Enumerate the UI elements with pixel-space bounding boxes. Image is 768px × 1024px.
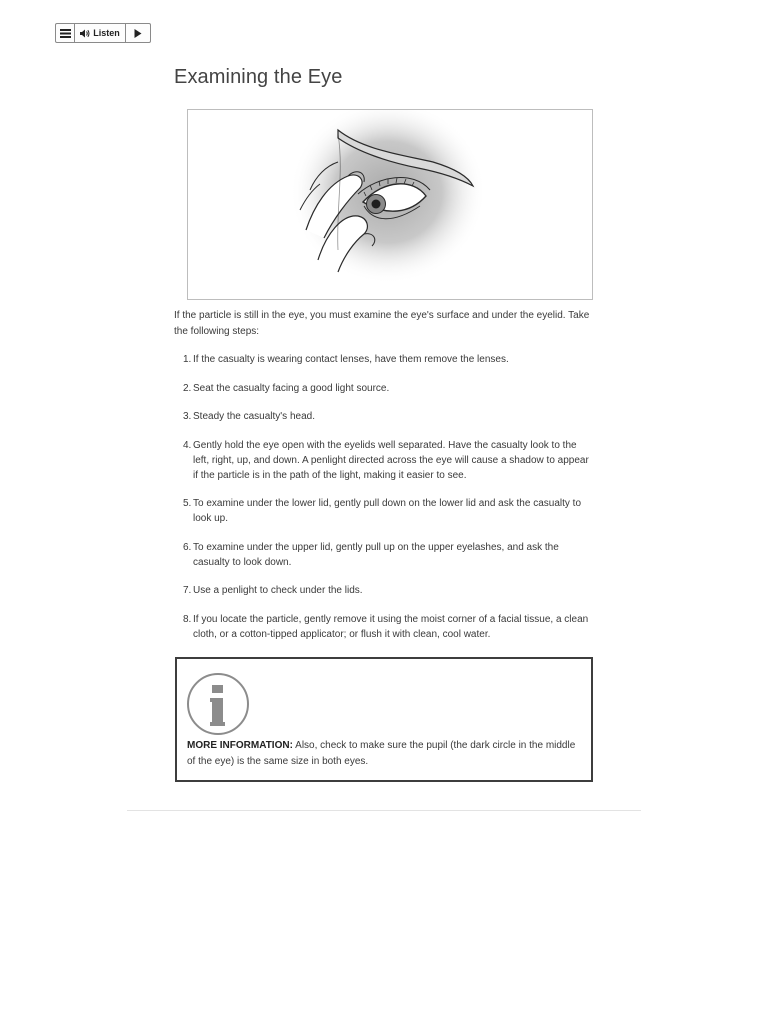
step-text: If you locate the particle, gently remove it using the moist corner of a facial tissue, a clean cloth, or a cotton-tipped applicator; or flush it with clean, cool water. (193, 613, 589, 640)
step-number: 4. (183, 439, 192, 451)
list-item (183, 540, 593, 570)
more-information-box (175, 657, 593, 782)
more-information-label: MORE INFORMATION: (187, 740, 293, 751)
eye-examination-illustration (187, 109, 593, 300)
divider (127, 810, 641, 811)
list-item (183, 612, 593, 642)
step-number: 5. (183, 498, 192, 509)
list-item (183, 381, 593, 396)
listen-button[interactable] (75, 24, 126, 42)
step-text: If the casualty is wearing contact lenses, have them remove the lenses. (193, 354, 509, 365)
list-item (183, 496, 593, 526)
step-text: Seat the casualty facing a good light source. (193, 382, 390, 394)
step-text: To examine under the lower lid, gently pull down on the lower lid and ask the casualty to look up. (193, 498, 582, 524)
menu-button[interactable] (56, 24, 75, 42)
step-number: 2. (183, 382, 192, 394)
step-number: 7. (183, 585, 192, 596)
list-item (183, 583, 593, 598)
step-text: Use a penlight to check under the lids. (193, 585, 363, 596)
more-information-text (187, 738, 582, 769)
step-text: To examine under the upper lid, gently pull up on the upper eyelashes, and ask the casualty to look down. (193, 541, 559, 568)
step-number: 1. (183, 354, 192, 365)
step-text: Gently hold the eye open with the eyelids well separated. Have the casualty look to the left, right, up, and down. A penlight directed across the eye will cause a shadow to appear if the particle is in the path of the light, making it easier to see. (193, 439, 589, 481)
steps-list (183, 352, 593, 655)
step-number: 8. (183, 613, 192, 625)
info-icon (186, 672, 250, 736)
list-item (183, 438, 593, 483)
step-text: Steady the casualty's head. (193, 411, 315, 422)
intro-paragraph: If the particle is still in the eye, you must examine the eye's surface and under the eyelid. Take the following steps: (174, 310, 590, 337)
step-number: 3. (183, 411, 192, 422)
list-item (183, 352, 593, 367)
listen-label: Listen (93, 28, 120, 38)
more-information-body: Also, check to make sure the pupil (the dark circle in the middle of the eye) is the same size in both eyes. (187, 740, 576, 767)
play-button[interactable] (126, 24, 150, 42)
play-icon (134, 29, 142, 38)
step-number: 6. (183, 541, 192, 553)
hamburger-icon (60, 29, 71, 38)
page-title: Examining the Eye (174, 66, 343, 88)
list-item (183, 409, 593, 424)
listen-toolbar (55, 23, 151, 43)
speaker-icon (80, 29, 90, 38)
